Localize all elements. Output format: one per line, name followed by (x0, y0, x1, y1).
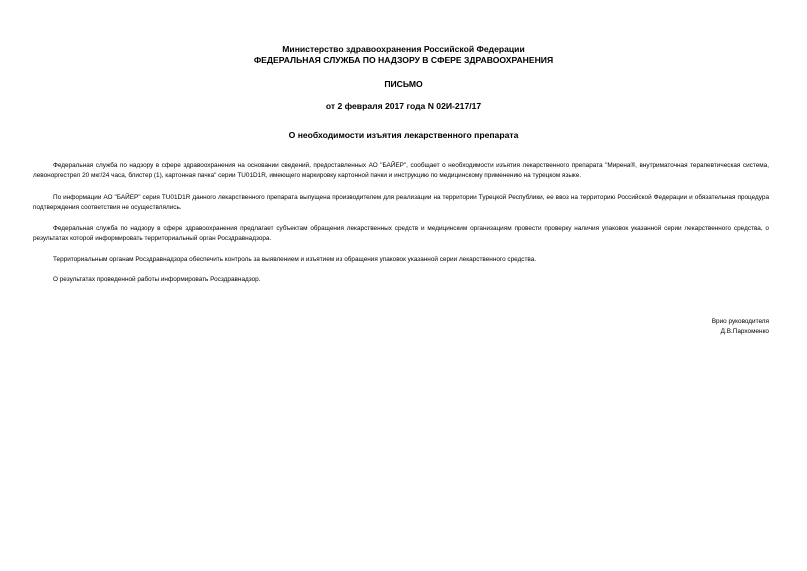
signer-name: Д.В.Пархоменко (720, 328, 769, 335)
paragraph-text: По информации АО "БАЙЕР" серия TU01D1R данного лекарственного препарата выпущена производителем для реализации на территории Турецкой Республики, ее ввоз на территорию Российской Федерации и обязательная процедура подтверждения соответствия не осуществлялись. (33, 194, 769, 211)
document-date-number: от 2 февраля 2017 года N 02И-217/17 (325, 101, 482, 111)
document-type: ПИСЬМО (384, 79, 423, 89)
ministry-title: Министерство здравоохранения Российской Федерации (282, 44, 525, 54)
paragraph-4 (33, 255, 769, 265)
paragraph-2 (33, 193, 769, 213)
signer-position: Врио руководителя (711, 318, 769, 325)
service-title: ФЕДЕРАЛЬНАЯ СЛУЖБА ПО НАДЗОРУ В СФЕРЕ ЗДРАВООХРАНЕНИЯ (253, 55, 554, 65)
paragraph-text: Федеральная служба по надзору в сфере здравоохранения предлагает субъектам обращения лекарственных средств и медицинским организациям провести проверку наличия упаковок указанной серии лекарственного средства, о результатах которой информировать территориальный орган Росздравнадзора. (33, 225, 769, 242)
paragraph-5 (33, 275, 769, 285)
paragraph-text: Федеральная служба по надзору в сфере здравоохранения на основании сведений, предоставленных АО "БАЙЕР", сообщает о необходимости изъятия лекарственного препарата "Мирена®, внутриматочная терапевтическая система, левоноргестрел 20 мкг/24 часа, блистер (1), картонная пачка" серии TU01D1R, имеющего маркировку картонной пачки и инструкцию по медицинскому применению на турецком языке. (33, 162, 769, 179)
paragraph-text: О результатах проведенной работы информировать Росздравнадзор. (53, 276, 261, 283)
document-subject: О необходимости изъятия лекарственного препарата (288, 130, 519, 140)
paragraph-3 (33, 224, 769, 244)
signature-block (712, 317, 769, 337)
paragraph-text: Территориальным органам Росздравнадзора обеспечить контроль за выявлением и изъятием из обращения упаковок указанной серии лекарственного средства. (53, 256, 537, 263)
paragraph-1 (33, 161, 769, 181)
